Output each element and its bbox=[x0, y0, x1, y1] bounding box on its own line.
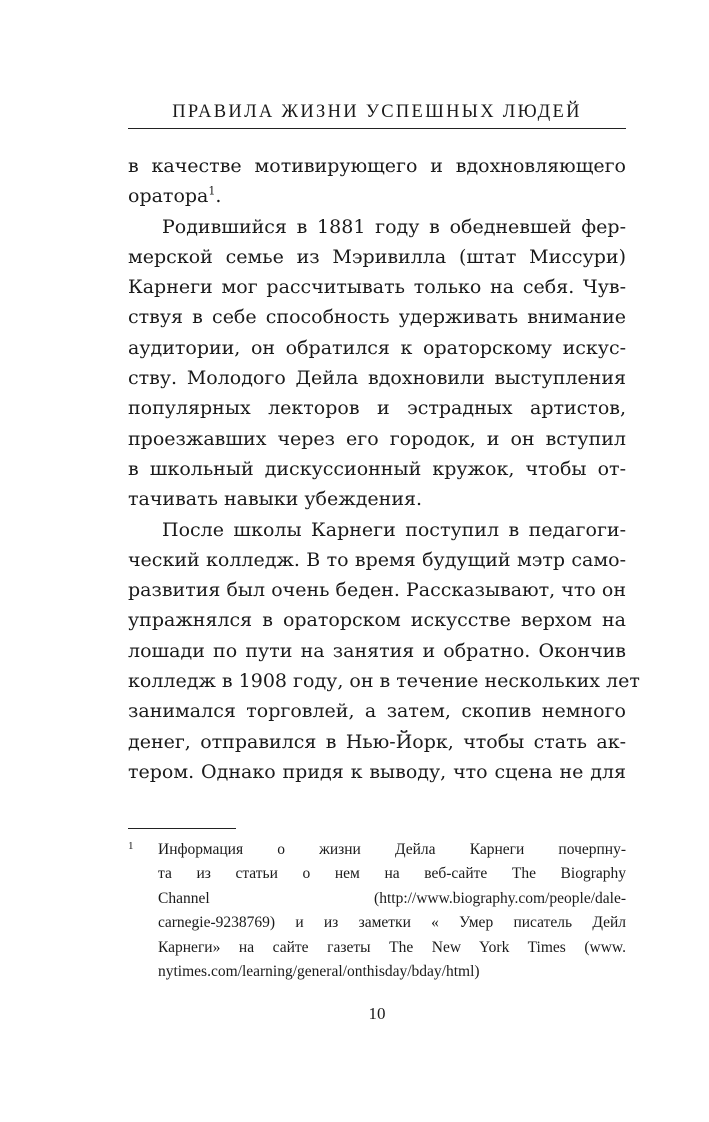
text-segment: . bbox=[215, 185, 222, 208]
page-number: 10 bbox=[368, 1004, 386, 1023]
text-line: После школы Карнеги поступил в педагоги- bbox=[162, 518, 626, 541]
text-line: тером. Однако придя к выводу, что сцена не для bbox=[128, 760, 626, 783]
text-line: денег, отправился в Нью-Йорк, чтобы стать ак- bbox=[128, 730, 626, 753]
text-line: проезжавших через его городок, и он вступил bbox=[128, 427, 626, 450]
footnote-number: 1 bbox=[128, 840, 134, 852]
paragraph-1 bbox=[128, 151, 626, 212]
text-line: популярных лекторов и эстрадных артистов, bbox=[128, 397, 626, 420]
footnote-reference[interactable]: 1 bbox=[208, 184, 216, 198]
header-rule bbox=[128, 128, 626, 129]
text-segment: оратора bbox=[128, 185, 209, 208]
footnote-line: Информация о жизни Дейла Карнеги почерпну- bbox=[158, 841, 626, 858]
text-line: лошади по пути на занятия и обратно. Окончив bbox=[128, 639, 626, 662]
text-line: аудитории, он обратился к ораторскому искус- bbox=[128, 336, 626, 359]
footnote-line: nytimes.com/learning/general/onthisday/bday/html) bbox=[158, 963, 480, 981]
paragraph-2 bbox=[128, 212, 626, 515]
running-title: ПРАВИЛА ЖИЗНИ УСПЕШНЫХ ЛЮДЕЙ bbox=[172, 102, 582, 122]
text-line: Родившийся в 1881 году в обедневшей фер- bbox=[162, 215, 626, 238]
text-line: мерской семье из Мэривилла (штат Миссури) bbox=[128, 245, 626, 268]
footnote-line: carnegie-9238769) и из заметки « Умер писатель Дейл bbox=[158, 914, 626, 932]
text-line: в школьный дискуссионный кружок, чтобы от- bbox=[128, 457, 626, 480]
paragraph-3 bbox=[128, 515, 640, 788]
footnote-line: та из статьи о нем на веб-сайте The Biography bbox=[158, 865, 626, 883]
text-line: занимался торговлей, а затем, скопив немного bbox=[128, 700, 626, 723]
footnote-line: Карнеги» на сайте газеты The New York Times (www. bbox=[158, 938, 626, 956]
text-line: упражнялся в ораторском искусстве верхом на bbox=[128, 609, 626, 632]
text-line: тачивать навыки убеждения. bbox=[128, 488, 423, 511]
text-line: ствуя в себе способность удерживать внимание bbox=[128, 306, 626, 329]
footnote-line: Channel (http://www.biography.com/people/dale- bbox=[158, 889, 626, 907]
text-line: Карнеги мог рассчитывать только на себя. Чув- bbox=[128, 276, 626, 299]
text-line: ству. Молодого Дейла вдохновили выступления bbox=[128, 367, 626, 390]
text-line: колледж в 1908 году, он в течение нескольких лет bbox=[128, 670, 640, 693]
text-line: ческий колледж. В то время будущий мэтр само- bbox=[128, 548, 626, 571]
text-line: развития был очень беден. Рассказывают, что он bbox=[128, 579, 626, 602]
footnote bbox=[128, 838, 626, 984]
text-line-with-footnote bbox=[128, 181, 626, 211]
footnote-rule bbox=[128, 828, 236, 829]
footnote-text bbox=[158, 838, 626, 984]
main-text bbox=[128, 151, 640, 787]
text-line: в качестве мотивирующего и вдохновляющего bbox=[128, 155, 626, 177]
